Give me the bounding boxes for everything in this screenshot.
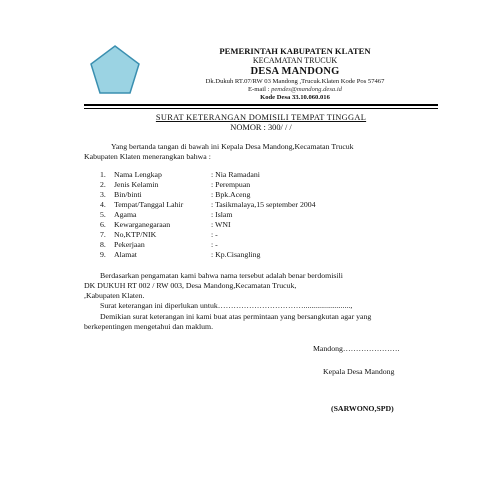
field-value: : - (211, 230, 218, 239)
field-value: : WNI (211, 220, 231, 229)
letter-title: SURAT KETERANGAN DOMISILI TEMPAT TINGGAL (155, 113, 367, 122)
signer-title: Kepala Desa Mandong (323, 367, 395, 376)
field-label: Bin/binti (114, 190, 142, 199)
closing-line-2: berkepentingen mengetahui dan maklum. (84, 322, 214, 331)
field-value: : Islam (211, 210, 233, 219)
village-name: DESA MANDONG (250, 66, 340, 77)
body-line-2: DK DUKUH RT 002 / RW 003, Desa Mandong,Kecamatan Trucuk, (84, 281, 297, 290)
field-value: : Nia Ramadani (211, 170, 260, 179)
field-label: Nama Lengkap (114, 170, 162, 179)
email-label: E-mail : (248, 86, 272, 93)
village-address: Dk.Dukuh RT.07/RW 03 Mandong ,Trucuk.Klaten Kode Pos 57467 (205, 78, 385, 85)
closing-line-1: Demikian surat keterangan ini kami buat atas permintaan yang bersangkutan agar yang (100, 312, 372, 321)
field-label: Kewarganegaraan (114, 220, 171, 229)
village-code: Kode Desa 33.10.060.016 (260, 94, 330, 101)
email-line (130, 87, 460, 94)
field-number: 9. (100, 250, 106, 259)
body-line-1: Berdasarkan pengamatan kami bahwa nama tersebut adalah benar berdomisili (100, 271, 343, 280)
field-label: Alamat (114, 250, 137, 259)
place-date: Mandong…………………. (313, 344, 400, 353)
field-label: Agama (114, 210, 137, 219)
field-label: Pekerjaan (114, 240, 145, 249)
letterhead-divider-thick (84, 104, 438, 106)
field-value: : Perempuan (211, 180, 251, 189)
field-number: 4. (100, 200, 106, 209)
field-value: : Kp.Cisangling (211, 250, 261, 259)
email-address: pemdes@mandong.desa.id (271, 86, 342, 93)
field-value: : Bpk.Aceng (211, 190, 251, 199)
letter-number: NOMOR : 300/ / / (230, 123, 292, 132)
intro-line-1: Yang bertanda tangan di bawah ini Kepala Desa Mandong,Kecamatan Trucuk (111, 142, 354, 151)
signer-name: (SARWONO,SPD) (331, 404, 394, 413)
field-number: 7. (100, 230, 106, 239)
field-label: Jenis Kelamin (114, 180, 159, 189)
field-number: 1. (100, 170, 106, 179)
district-name: KECAMATAN TRUCUK (252, 56, 338, 65)
field-label: Tempat/Tanggal Lahir (114, 200, 184, 209)
field-number: 3. (100, 190, 106, 199)
government-name: PEMERINTAH KABUPATEN KLATEN (219, 46, 371, 56)
intro-line-2: Kabupaten Klaten menerangkan bahwa : (84, 152, 211, 161)
body-line-3: ,Kabupaten Klaten. (84, 291, 145, 300)
field-label: No,KTP/NIK (114, 230, 157, 239)
field-number: 6. (100, 220, 106, 229)
field-number: 8. (100, 240, 106, 249)
field-number: 5. (100, 210, 106, 219)
purpose-line: Surat keterangan ini diperlukan untuk……………………………........................, (100, 301, 353, 310)
field-value: : - (211, 240, 218, 249)
field-number: 2. (100, 180, 106, 189)
letterhead-divider-thin (84, 108, 438, 109)
field-value: : Tasikmalaya,15 september 2004 (211, 200, 316, 209)
